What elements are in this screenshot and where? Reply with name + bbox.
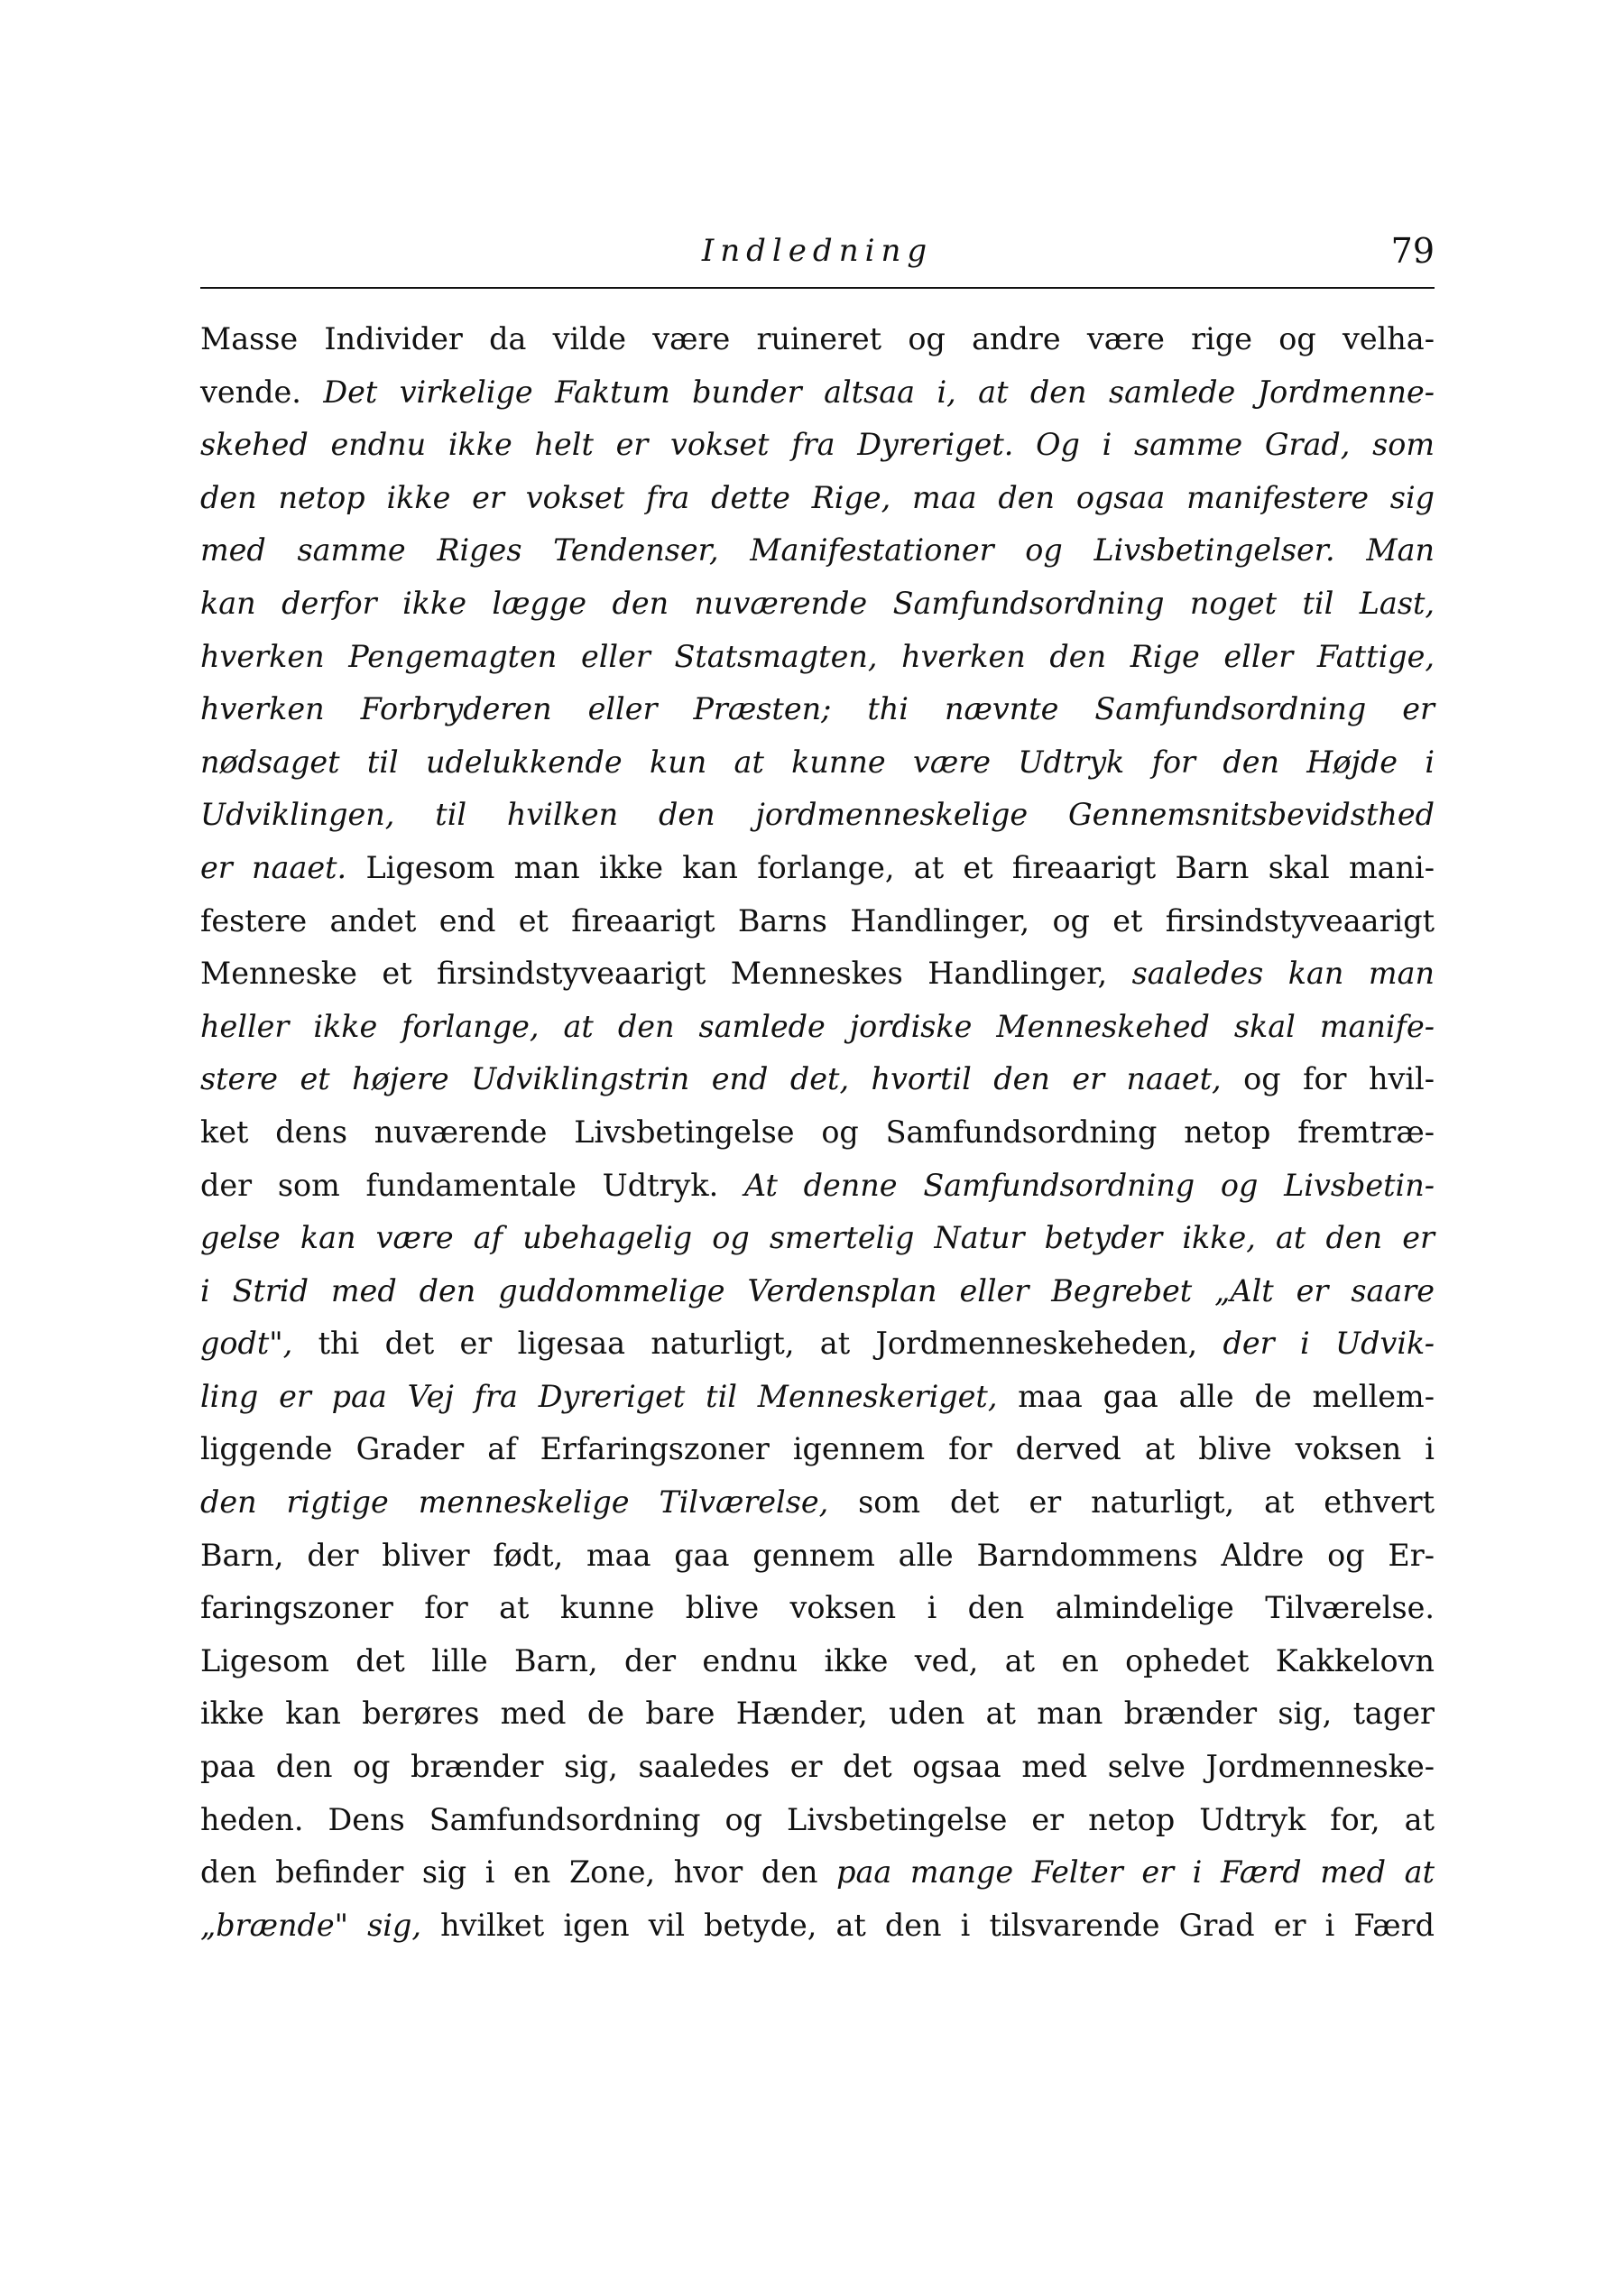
- italic-text-segment: den rigtige menneskelige Tilværelse,: [200, 1484, 829, 1521]
- text-line: [200, 1212, 1435, 1265]
- text-line: [200, 1423, 1435, 1476]
- text-line: [200, 1900, 1435, 1953]
- text-line: [200, 842, 1435, 895]
- text-line: [200, 472, 1435, 525]
- text-line: [200, 1530, 1435, 1583]
- text-line: [200, 1001, 1435, 1054]
- text-line: [200, 789, 1435, 842]
- text-segment: den befinder sig i en Zone, hvor den: [200, 1854, 837, 1891]
- italic-text-segment: kan derfor ikke lægge den nuværende Samfundsordning noget til Last,: [200, 585, 1435, 621]
- italic-text-segment: i Strid med den guddommelige Verdensplan eller Begrebet „Alt er saare: [200, 1272, 1435, 1308]
- italic-text-segment: ling er paa Vej fra Dyreriget til Menneskeriget,: [200, 1378, 998, 1414]
- text-line: [200, 578, 1435, 631]
- italic-text-segment: godt",: [200, 1326, 293, 1362]
- italic-text-segment: der i Udvik-: [1223, 1326, 1435, 1362]
- text-segment: der som fundamentale Udtryk.: [200, 1167, 744, 1203]
- text-line: [200, 1846, 1435, 1900]
- text-segment: liggende Grader af Erfaringszoner igennem for derved at blive voksen i: [200, 1431, 1435, 1467]
- text-line: [200, 736, 1435, 790]
- text-line: [200, 895, 1435, 948]
- italic-text-segment: gelse kan være af ubehagelig og smertelig Natur betyder ikke, at den er: [200, 1220, 1435, 1256]
- italic-text-segment: At denne Samfundsordning og Livsbetin-: [743, 1167, 1435, 1203]
- text-segment: Ligesom man ikke kan forlange, at et fireaarigt Barn skal mani-: [346, 849, 1435, 885]
- text-segment: og for hvil-: [1221, 1061, 1435, 1097]
- text-line: [200, 948, 1435, 1001]
- text-line: [200, 1318, 1435, 1371]
- text-segment: Ligesom det lille Barn, der endnu ikke ved, at en ophedet Kakkelovn: [200, 1642, 1435, 1678]
- running-title: Indledning: [701, 233, 934, 269]
- running-head: [200, 227, 1435, 282]
- text-segment: thi det er ligesaa naturligt, at Jordmenneskeheden,: [292, 1326, 1223, 1362]
- text-line: [200, 1635, 1435, 1688]
- italic-text-segment: saaledes kan man: [1131, 956, 1435, 992]
- text-line: [200, 313, 1435, 366]
- text-segment: maa gaa alle de mellem-: [997, 1378, 1435, 1414]
- italic-text-segment: hverken Forbryderen eller Præsten; thi nævnte Samfundsordning er: [200, 691, 1435, 727]
- text-line: [200, 524, 1435, 578]
- text-line: [200, 1160, 1435, 1213]
- text-segment: Menneske et firsindstyveaarigt Menneskes Handlinger,: [200, 956, 1132, 992]
- italic-text-segment: heller ikke forlange, at den samlede jordiske Menneskehed skal manife-: [200, 1008, 1435, 1044]
- text-line: [200, 1582, 1435, 1635]
- italic-text-segment: „brænde" sig,: [200, 1907, 421, 1943]
- text-line: [200, 1687, 1435, 1741]
- text-segment: Masse Individer da vilde være ruineret og andre være rige og velha-: [200, 321, 1435, 356]
- text-line: [200, 1741, 1435, 1794]
- italic-text-segment: skehed endnu ikke helt er vokset fra Dyreriget. Og i samme Grad, som: [200, 427, 1435, 463]
- text-line: [200, 1371, 1435, 1424]
- italic-text-segment: paa mange Felter er i Færd med at: [836, 1854, 1435, 1891]
- text-line: [200, 1106, 1435, 1160]
- text-segment: paa den og brænder sig, saaledes er det ogsaa med selve Jordmenneske-: [200, 1749, 1435, 1785]
- header-rule: [200, 287, 1435, 289]
- text-segment: vende.: [200, 374, 324, 410]
- italic-text-segment: Udviklingen, til hvilken den jordmenneskelige Gennemsnitsbevidsthed: [200, 797, 1435, 833]
- text-segment: festere andet end et fireaarigt Barns Handlinger, og et firsindstyveaarigt: [200, 902, 1435, 938]
- text-line: [200, 366, 1435, 420]
- text-line: [200, 1794, 1435, 1847]
- text-segment: Barn, der bliver født, maa gaa gennem alle Barndommens Aldre og Er-: [200, 1537, 1435, 1573]
- italic-text-segment: den netop ikke er vokset fra dette Rige, maa den ogsaa manifestere sig: [200, 479, 1435, 515]
- body-text: [200, 313, 1435, 1952]
- text-segment: hvilket igen vil betyde, at den i tilsvarende Grad er i Færd: [420, 1907, 1435, 1943]
- text-line: [200, 683, 1435, 736]
- page-number: 79: [1390, 231, 1435, 271]
- text-line: [200, 631, 1435, 684]
- italic-text-segment: er naaet.: [200, 849, 347, 885]
- italic-text-segment: stere et højere Udviklingstrin end det, hvortil den er naaet,: [200, 1061, 1222, 1097]
- italic-text-segment: med samme Riges Tendenser, Manifestationer og Livsbetingelser. Man: [200, 532, 1435, 569]
- text-segment: ket dens nuværende Livsbetingelse og Samfundsordning netop fremtræ-: [200, 1114, 1435, 1150]
- text-segment: faringszoner for at kunne blive voksen i den almindelige Tilværelse.: [200, 1590, 1435, 1626]
- text-segment: ikke kan berøres med de bare Hænder, uden at man brænder sig, tager: [200, 1696, 1435, 1732]
- text-line: [200, 419, 1435, 472]
- text-line: [200, 1265, 1435, 1318]
- text-line: [200, 1476, 1435, 1530]
- text-segment: som det er naturligt, at ethvert: [828, 1484, 1435, 1521]
- italic-text-segment: nødsaget til udelukkende kun at kunne være Udtryk for den Højde i: [200, 744, 1435, 780]
- text-segment: heden. Dens Samfundsordning og Livsbetingelse er netop Udtryk for, at: [200, 1801, 1435, 1837]
- italic-text-segment: hverken Pengemagten eller Statsmagten, hverken den Rige eller Fattige,: [200, 638, 1435, 674]
- text-line: [200, 1053, 1435, 1106]
- italic-text-segment: Det virkelige Faktum bunder altsaa i, at den samlede Jordmenne-: [323, 374, 1435, 410]
